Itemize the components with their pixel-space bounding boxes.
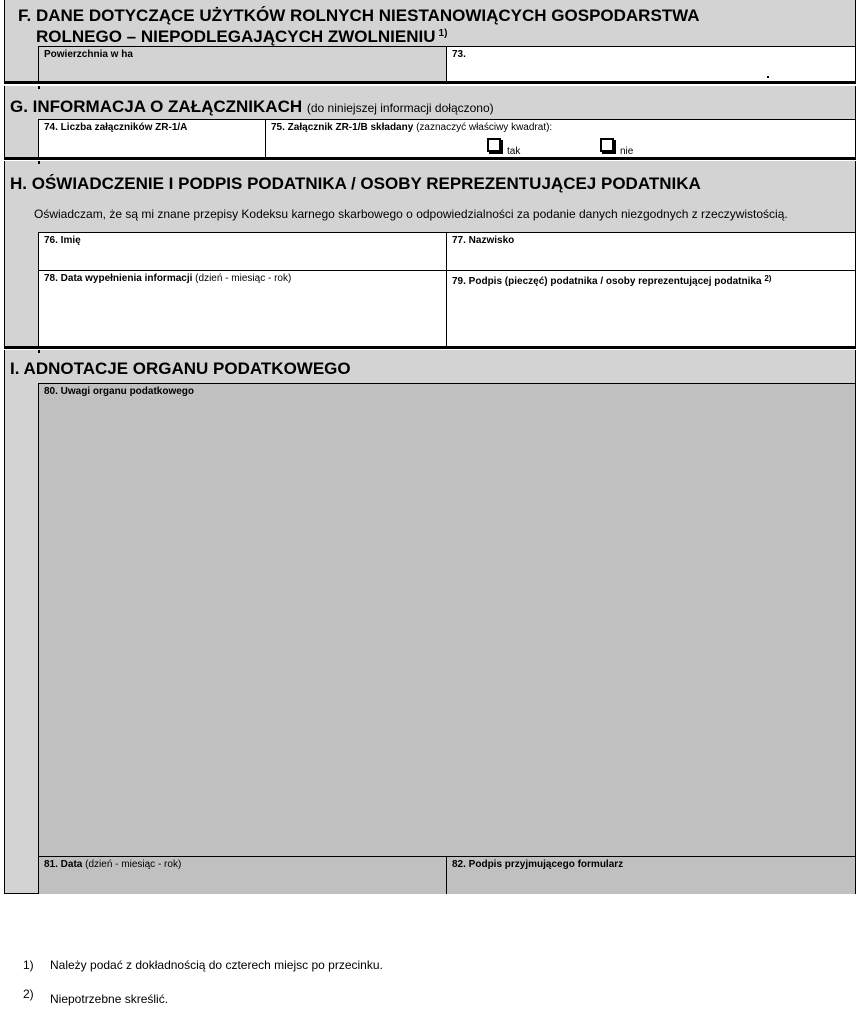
field-74[interactable] xyxy=(38,119,266,158)
field-81 xyxy=(38,856,447,894)
checkbox-nie-label: nie xyxy=(620,146,634,157)
field-73-label: 73. xyxy=(452,49,466,60)
footnote-1-text: Należy podać z dokładnością do czterech miejsc po przecinku. xyxy=(50,958,383,972)
footnote-ref-1: 1) xyxy=(438,28,448,39)
field-73-dot xyxy=(767,76,769,78)
field-82 xyxy=(446,856,856,894)
field-77[interactable] xyxy=(446,232,856,271)
divider xyxy=(4,346,856,349)
field-82-label: 82. Podpis przyjmującego formularz xyxy=(452,859,624,870)
field-78-label: 78. Data wypełnienia informacji (dzień - miesiąc - rok) xyxy=(44,273,292,284)
field-78[interactable] xyxy=(38,270,447,348)
section-f-title-line2-wrap xyxy=(18,25,700,45)
field-80 xyxy=(38,383,856,857)
section-i-title: I. ADNOTACJE ORGANU PODATKOWEGO xyxy=(10,359,351,378)
footnote-2-marker: 2) xyxy=(23,987,34,1001)
field-76-label: 76. Imię xyxy=(44,235,81,246)
field-81-label: 81. Data (dzień - miesiąc - rok) xyxy=(44,859,182,870)
footnote-ref-2: 2) xyxy=(764,274,772,283)
checkbox-tak-label: tak xyxy=(507,146,521,157)
field-80-label: 80. Uwagi organu podatkowego xyxy=(44,386,195,397)
divider xyxy=(4,81,856,84)
area-field xyxy=(38,46,447,82)
field-74-label: 74. Liczba załączników ZR-1/A xyxy=(44,122,188,133)
section-f-title-line2: ROLNEGO – NIEPODLEGAJĄCYCH ZWOLNIENIU xyxy=(36,27,436,46)
field-75 xyxy=(265,119,856,158)
section-g-title: G. INFORMACJA O ZAŁĄCZNIKACH (do niniejszej informacji dołączono) xyxy=(10,97,494,116)
section-f-title-line1: F. DANE DOTYCZĄCE UŻYTKÓW ROLNYCH NIESTANOWIĄCYCH GOSPODARSTWA xyxy=(18,6,700,25)
field-73[interactable] xyxy=(446,46,856,82)
footnote-1-marker: 1) xyxy=(23,958,34,972)
area-field-label: Powierzchnia w ha xyxy=(44,49,133,60)
checkbox-tak[interactable] xyxy=(487,138,501,152)
field-76[interactable] xyxy=(38,232,447,271)
footnote-2-text: Niepotrzebne skreślić. xyxy=(50,992,169,1006)
field-79-label: 79. Podpis (pieczęć) podatnika / osoby reprezentującej podatnika $^{2)}$ xyxy=(452,274,772,287)
divider-tick xyxy=(38,350,40,353)
section-g-title-note: (do niniejszej informacji dołączono) xyxy=(306,101,494,115)
declaration-text: Oświadczam, że są mi znane przepisy Kodeksu karnego skarbowego o odpowiedzialności za podanie danych niezgodnych z rzeczywistością. xyxy=(34,207,788,221)
checkbox-nie[interactable] xyxy=(600,138,614,152)
divider-tick xyxy=(38,161,40,164)
section-h-title: H. OŚWIADCZENIE I PODPIS PODATNIKA / OSOBY REPREZENTUJĄCEJ PODATNIKA xyxy=(10,174,701,193)
field-75-label: 75. Załącznik ZR-1/B składany (zaznaczyć właściwy kwadrat): xyxy=(271,122,553,133)
section-f-title xyxy=(18,7,700,45)
divider xyxy=(4,157,856,160)
field-79[interactable] xyxy=(446,270,856,348)
divider-tick xyxy=(38,86,40,89)
field-77-label: 77. Nazwisko xyxy=(452,235,515,246)
